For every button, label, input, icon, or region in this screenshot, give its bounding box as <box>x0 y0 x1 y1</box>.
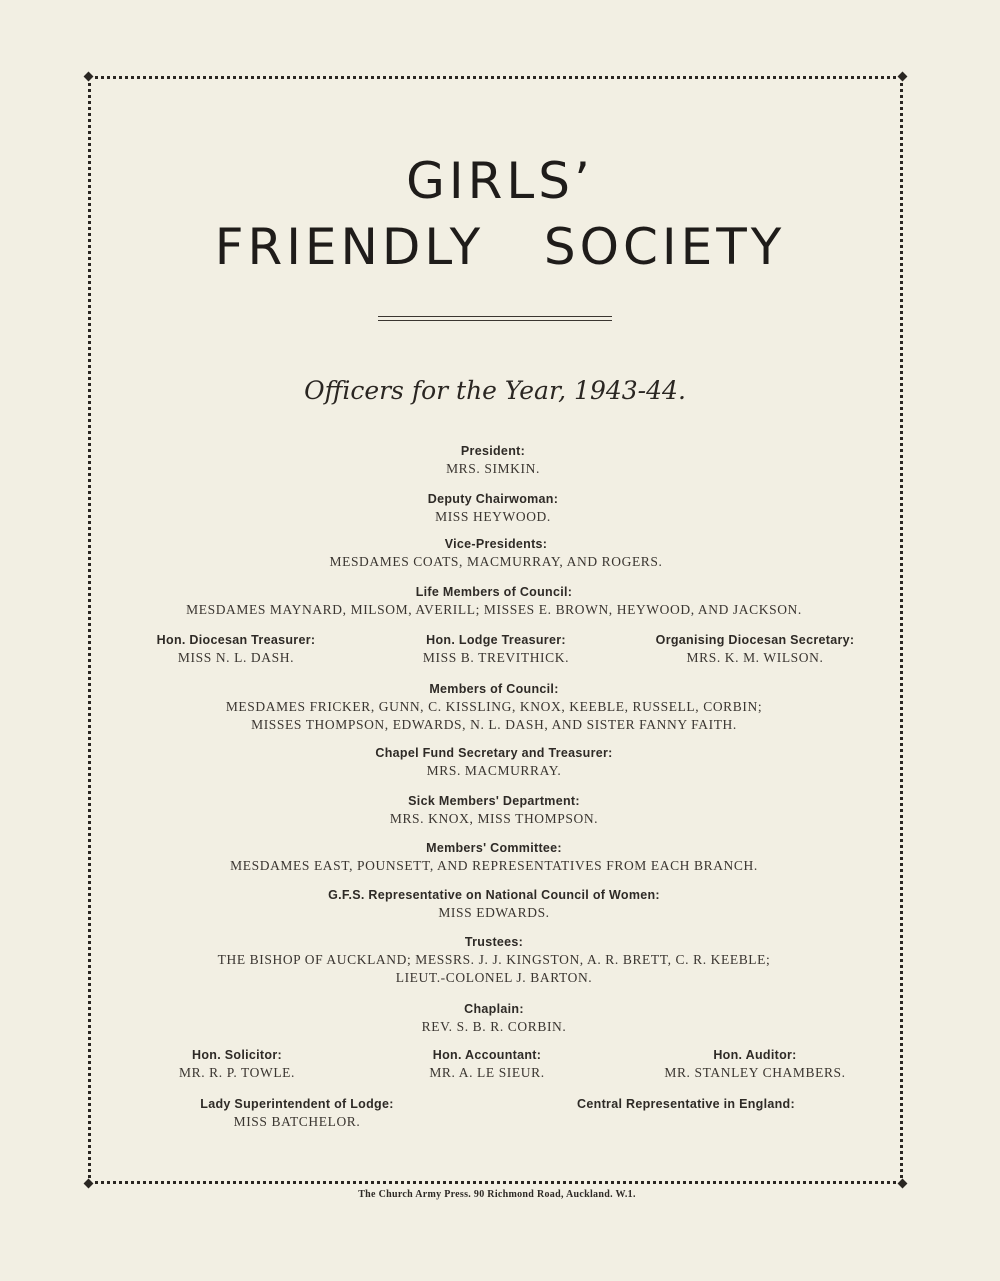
section-solicitor <box>179 1046 295 1082</box>
section-sick-members <box>390 792 598 828</box>
section-label: Hon. Auditor: <box>713 1048 797 1062</box>
corner-ornament <box>898 1179 908 1189</box>
section-label: Deputy Chairwoman: <box>427 492 559 506</box>
subtitle: Officers for the Year, 1943-44. <box>304 376 686 405</box>
section-names: THE BISHOP OF AUCKLAND; MESSRS. J. J. KINGSTON, A. R. BRETT, C. R. KEEBLE; <box>217 952 771 967</box>
section-names: MISS HEYWOOD. <box>435 509 551 524</box>
section-members-of-council <box>226 680 762 734</box>
printer-imprint: The Church Army Press. 90 Richmond Road, Auckland. W.1. <box>358 1189 636 1200</box>
section-gfs-representative <box>328 886 660 922</box>
section-label: Central Representative in England: <box>577 1097 795 1111</box>
section-label: Organising Diocesan Secretary: <box>655 633 855 647</box>
section-accountant <box>429 1046 544 1082</box>
section-label: Hon. Solicitor: <box>192 1048 282 1062</box>
section-names: MISS N. L. DASH. <box>177 650 295 665</box>
section-label: Chapel Fund Secretary and Treasurer: <box>375 746 613 760</box>
title-line-1: GIRLS’ <box>406 152 594 210</box>
section-auditor <box>664 1046 845 1082</box>
section-names: MRS. KNOX, MISS THOMPSON. <box>389 811 599 826</box>
section-lodge-treasurer <box>423 631 569 667</box>
section-names: MRS. SIMKIN. <box>446 461 540 476</box>
section-label: Members' Committee: <box>426 841 562 855</box>
section-names: REV. S. B. R. CORBIN. <box>421 1019 567 1034</box>
section-label: Hon. Accountant: <box>432 1048 542 1062</box>
section-label: G.F.S. Representative on National Council of Women: <box>328 888 660 902</box>
section-label: Vice-Presidents: <box>444 537 548 551</box>
section-president <box>446 442 540 478</box>
section-names: MRS. MACMURRAY. <box>426 763 562 778</box>
section-label: Members of Council: <box>429 682 559 696</box>
section-label: Hon. Lodge Treasurer: <box>426 633 566 647</box>
section-central-representative <box>577 1095 795 1113</box>
section-label: Trustees: <box>464 935 524 949</box>
title-line-2: FRIENDLY SOCIETY <box>214 218 786 276</box>
section-deputy-chairwoman <box>428 490 558 526</box>
section-chapel-fund <box>375 744 612 780</box>
section-names: MISSES THOMPSON, EDWARDS, N. L. DASH, AND SISTER FANNY FAITH. <box>251 717 737 732</box>
section-names: MISS B. TREVITHICK. <box>422 650 570 665</box>
section-label: Hon. Diocesan Treasurer: <box>156 633 316 647</box>
section-names: MESDAMES EAST, POUNSETT, AND REPRESENTATIVES FROM EACH BRANCH. <box>230 858 758 873</box>
section-diocesan-treasurer <box>157 631 316 667</box>
section-names: LIEUT.-COLONEL J. BARTON. <box>395 970 593 985</box>
section-label: Lady Superintendent of Lodge: <box>200 1097 394 1111</box>
section-names: MR. STANLEY CHAMBERS. <box>664 1065 846 1080</box>
section-label: President: <box>460 444 526 458</box>
section-names: MR. A. LE SIEUR. <box>429 1065 545 1080</box>
section-label: Life Members of Council: <box>415 585 573 599</box>
section-names: MR. R. P. TOWLE. <box>179 1065 295 1080</box>
section-names: MESDAMES FRICKER, GUNN, C. KISSLING, KNOX, KEEBLE, RUSSELL, CORBIN; <box>225 699 763 714</box>
section-chaplain <box>422 1000 567 1036</box>
section-label: Sick Members' Department: <box>408 794 580 808</box>
section-trustees <box>218 933 771 987</box>
section-names: MISS EDWARDS. <box>438 905 550 920</box>
section-organising-secretary <box>656 631 855 667</box>
section-life-members <box>186 583 802 619</box>
section-names: MESDAMES COATS, MACMURRAY, AND ROGERS. <box>329 554 663 569</box>
section-members-committee <box>230 839 758 875</box>
section-names: MISS BATCHELOR. <box>233 1114 361 1129</box>
double-rule-divider <box>378 316 612 321</box>
section-names: MESDAMES MAYNARD, MILSOM, AVERILL; MISSES E. BROWN, HEYWOOD, AND JACKSON. <box>186 602 802 617</box>
section-lady-superintendent <box>200 1095 393 1131</box>
section-label: Chaplain: <box>464 1002 524 1016</box>
section-vice-presidents <box>329 535 662 571</box>
section-names: MRS. K. M. WILSON. <box>686 650 824 665</box>
